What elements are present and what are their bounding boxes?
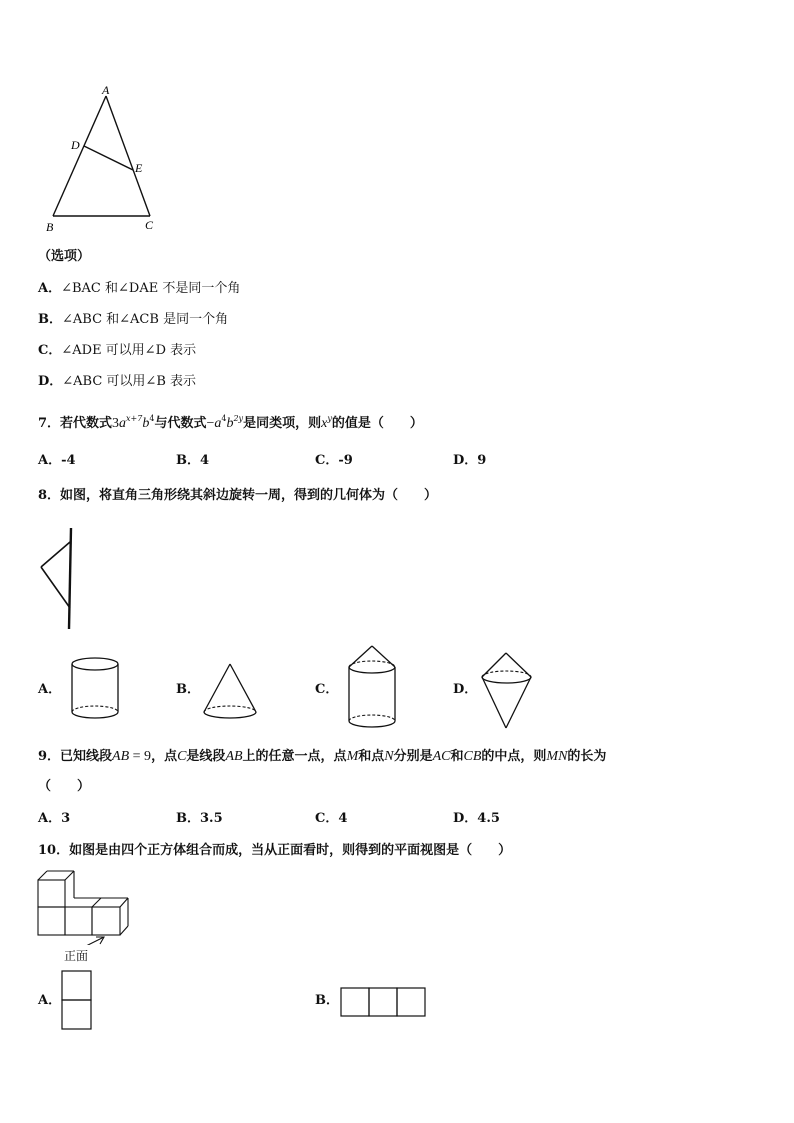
q9-text: 的中点，则 bbox=[481, 749, 547, 764]
cone-icon[interactable] bbox=[200, 660, 260, 722]
option-letter: A． bbox=[38, 281, 62, 296]
q9-math: MN bbox=[546, 749, 568, 764]
q9-option-c[interactable] bbox=[315, 810, 347, 828]
q7-base: b bbox=[142, 416, 150, 431]
q9-text: ，点 bbox=[151, 749, 178, 764]
label-d: D bbox=[71, 138, 80, 152]
q8-option-a-letter[interactable]: A． bbox=[38, 682, 62, 697]
q8-option-c-letter[interactable]: C． bbox=[315, 682, 339, 697]
option-text: 4 bbox=[200, 453, 210, 468]
q7-mid: 与代数式 bbox=[154, 416, 207, 431]
q9-math: N bbox=[384, 749, 394, 764]
q7-option-d[interactable] bbox=[453, 452, 486, 470]
q6-tag: （选项） bbox=[38, 249, 91, 264]
q9-math: C bbox=[177, 749, 187, 764]
label-a: A bbox=[102, 83, 110, 97]
q7-option-c[interactable] bbox=[315, 452, 353, 470]
three-squares-horizontal-icon[interactable] bbox=[340, 987, 428, 1019]
q9-answer-bracket: （ ） bbox=[38, 779, 91, 794]
cylinder-icon[interactable] bbox=[68, 654, 124, 724]
option-letter: B． bbox=[38, 312, 62, 327]
option-letter: C． bbox=[38, 343, 62, 358]
q9-math: AC bbox=[432, 749, 451, 764]
q7-option-a[interactable] bbox=[38, 452, 76, 470]
q7-coef: 3 bbox=[112, 416, 120, 431]
double-cone-icon[interactable] bbox=[478, 650, 536, 732]
option-text: 3.5 bbox=[200, 811, 223, 826]
q10-option-a-letter[interactable]: A． bbox=[38, 993, 62, 1008]
q9-text: 和点 bbox=[358, 749, 385, 764]
q7-exp: 4 bbox=[149, 414, 155, 423]
option-letter: B． bbox=[176, 453, 200, 468]
q9-text: 的长为 bbox=[567, 749, 607, 764]
q7-base: a bbox=[214, 416, 222, 431]
label-c: C bbox=[145, 218, 154, 232]
option-text: 4.5 bbox=[477, 811, 500, 826]
option-letter: C． bbox=[315, 453, 339, 468]
two-squares-vertical-icon[interactable] bbox=[61, 970, 93, 1032]
q9-option-a[interactable] bbox=[38, 810, 70, 828]
option-letter: A． bbox=[38, 453, 62, 468]
label-e: E bbox=[135, 161, 143, 175]
option-text: 3 bbox=[61, 811, 71, 826]
q9-text: 9．已知线段 bbox=[38, 749, 113, 764]
q9-option-d[interactable] bbox=[453, 810, 500, 828]
q7-prefix: 7．若代数式 bbox=[38, 416, 113, 431]
q9-math: M bbox=[346, 749, 359, 764]
cylinder-with-cone-top-icon[interactable] bbox=[344, 643, 400, 733]
q6-option-a[interactable] bbox=[38, 280, 240, 298]
q7-sign: − bbox=[206, 416, 215, 431]
q9-text: 是线段 bbox=[186, 749, 226, 764]
q7-exp: x+7 bbox=[126, 414, 143, 423]
q9-math: AB bbox=[112, 749, 130, 764]
triangle-figure bbox=[40, 82, 170, 237]
option-letter: D． bbox=[38, 374, 63, 389]
option-text: ∠ADE 可以用∠D 表示 bbox=[61, 343, 197, 358]
q8-stem: 8．如图，将直角三角形绕其斜边旋转一周，得到的几何体为（ ） bbox=[38, 488, 438, 503]
option-letter: B． bbox=[176, 811, 200, 826]
option-letter: D． bbox=[453, 811, 478, 826]
q9-math: CB bbox=[463, 749, 482, 764]
option-text: -9 bbox=[338, 453, 353, 468]
q10-cubes-figure bbox=[36, 869, 136, 945]
option-letter: A． bbox=[38, 811, 62, 826]
option-text: ∠ABC 和∠ACB 是同一个角 bbox=[62, 312, 229, 327]
option-letter: C． bbox=[315, 811, 339, 826]
q7-x: x bbox=[321, 416, 328, 431]
q6-option-d[interactable] bbox=[38, 373, 196, 391]
q9-text: 分别是 bbox=[393, 749, 433, 764]
option-text: ∠ABC 可以用∠B 表示 bbox=[62, 374, 197, 389]
option-text: ∠BAC 和∠DAE 不是同一个角 bbox=[61, 281, 241, 296]
label-b: B bbox=[46, 220, 54, 234]
q7-suffix: 是同类项，则 bbox=[243, 416, 322, 431]
q9-text: 和 bbox=[450, 749, 464, 764]
q6-option-c[interactable] bbox=[38, 342, 196, 360]
q8-triangle-figure bbox=[36, 526, 81, 632]
q10-stem: 10．如图是由四个正方体组合而成，当从正面看时，则得到的平面视图是（ ） bbox=[38, 843, 512, 858]
q7-base: b bbox=[226, 416, 234, 431]
option-text: -4 bbox=[61, 453, 76, 468]
q7-exp: 4 bbox=[221, 414, 227, 423]
q7-end: 的值是（ ） bbox=[331, 416, 423, 431]
q7-stem bbox=[38, 410, 423, 433]
q7-exp: 2y bbox=[233, 414, 244, 423]
q8-option-b-letter[interactable]: B． bbox=[176, 682, 200, 697]
q9-stem bbox=[38, 748, 606, 766]
q8-option-d-letter[interactable]: D． bbox=[453, 682, 478, 697]
q9-math: AB bbox=[225, 749, 243, 764]
option-letter: D． bbox=[453, 453, 478, 468]
q9-text: 上的任意一点，点 bbox=[242, 749, 347, 764]
front-label: 正面 bbox=[64, 949, 89, 963]
q9-math: = 9 bbox=[129, 749, 152, 764]
q6-option-b[interactable] bbox=[38, 311, 228, 329]
option-text: 4 bbox=[338, 811, 348, 826]
q7-y: y bbox=[327, 414, 332, 423]
q10-option-b-letter[interactable]: B． bbox=[315, 993, 339, 1008]
q9-option-b[interactable] bbox=[176, 810, 223, 828]
q7-option-b[interactable] bbox=[176, 452, 209, 470]
option-text: 9 bbox=[477, 453, 487, 468]
q7-base: a bbox=[119, 416, 127, 431]
